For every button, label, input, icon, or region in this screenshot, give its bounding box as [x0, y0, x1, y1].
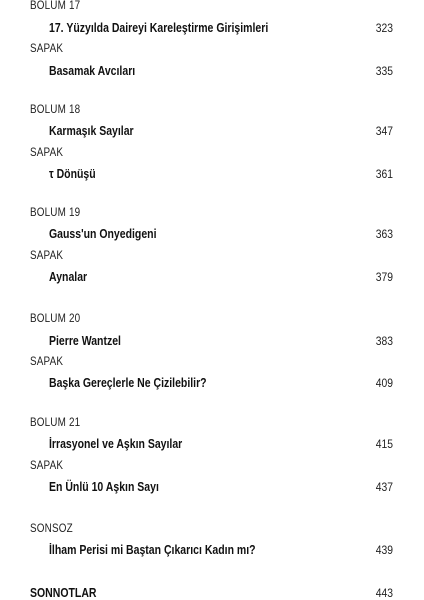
page-number: 415: [375, 437, 393, 451]
chapter-label: BÖLÜM 17: [30, 0, 81, 12]
chapter-label: BÖLÜM 21: [30, 417, 81, 429]
sapak-title: Başka Gereçlerle Ne Çizilebilir?: [49, 376, 207, 390]
sapak-title: Basamak Avcıları: [49, 64, 136, 78]
chapter-label: BÖLÜM 18: [30, 104, 81, 116]
page-number: 335: [375, 64, 393, 78]
page-number: 443: [375, 586, 393, 600]
page-number: 379: [375, 270, 393, 284]
sapak-title: Aynalar: [49, 270, 88, 284]
page-number: 363: [375, 227, 393, 241]
sapak-label: SAPAK: [30, 43, 64, 55]
page-number: 323: [375, 21, 393, 35]
page-number: 439: [375, 543, 393, 557]
chapter-title: Gauss'un Onyedigeni: [49, 227, 157, 241]
sapak-label: SAPAK: [30, 250, 64, 262]
chapter-label: BÖLÜM 20: [30, 313, 81, 325]
chapter-title: Karmaşık Sayılar: [49, 124, 134, 138]
page-number: 347: [375, 124, 393, 138]
chapter-title: Pierre Wantzel: [49, 334, 121, 348]
epilogue-title: İlham Perisi mi Baştan Çıkarıcı Kadın mı?: [49, 543, 256, 557]
endnotes-title: SONNOTLAR: [30, 586, 97, 600]
sapak-label: SAPAK: [30, 356, 64, 368]
sapak-title: τ Dönüşü: [49, 167, 96, 181]
chapter-label: BÖLÜM 19: [30, 207, 81, 219]
sapak-label: SAPAK: [30, 460, 64, 472]
page-number: 383: [375, 334, 393, 348]
page-number: 361: [375, 167, 393, 181]
chapter-title: 17. Yüzyılda Daireyi Kareleştirme Girişimleri: [49, 21, 269, 35]
chapter-title: İrrasyonel ve Aşkın Sayılar: [49, 437, 183, 451]
page-number: 409: [375, 376, 393, 390]
sapak-label: SAPAK: [30, 147, 64, 159]
page-number: 437: [375, 480, 393, 494]
sapak-title: En Ünlü 10 Aşkın Sayı: [49, 480, 159, 494]
epilogue-label: SONSÖZ: [30, 523, 73, 535]
